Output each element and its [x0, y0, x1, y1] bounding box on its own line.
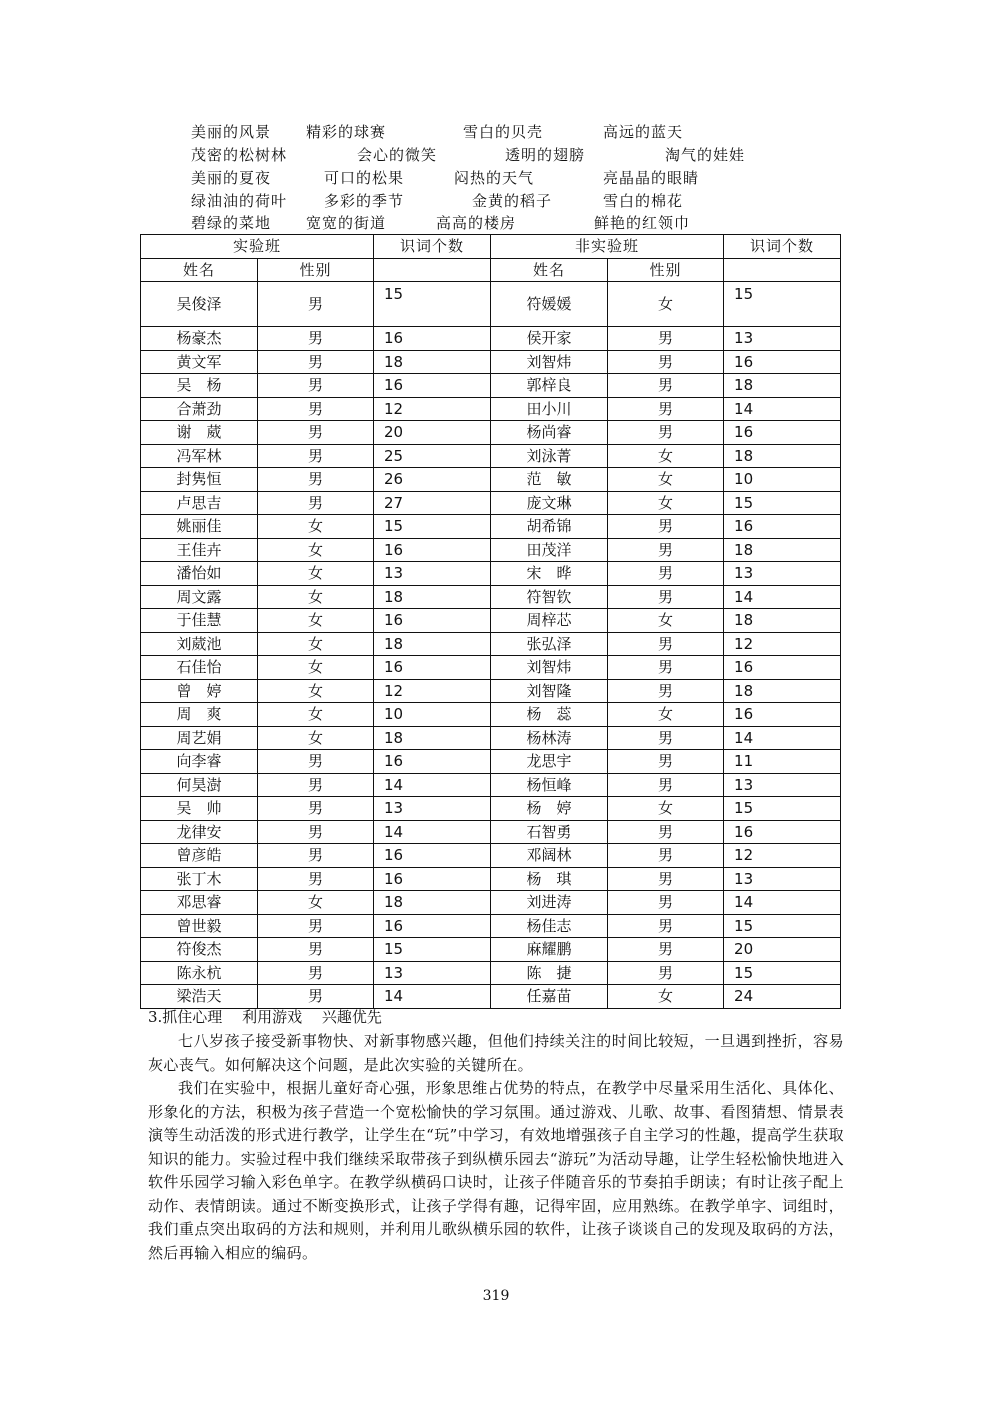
experimental-name-cell: 符俊杰 — [141, 938, 258, 962]
experimental-count-cell: 26 — [374, 468, 491, 492]
experimental-gender-cell: 男 — [258, 374, 374, 398]
control-count-cell: 14 — [724, 585, 841, 609]
control-gender-cell: 男 — [608, 891, 724, 915]
experimental-count-cell: 16 — [374, 538, 491, 562]
control-count-cell: 12 — [724, 632, 841, 656]
experimental-gender-cell: 男 — [258, 327, 374, 351]
experimental-count-cell: 13 — [374, 562, 491, 586]
experimental-name-cell: 石佳怡 — [141, 656, 258, 680]
control-gender-cell: 男 — [608, 961, 724, 985]
group-header-row — [141, 235, 841, 259]
experimental-count-cell: 18 — [374, 891, 491, 915]
phrase: 亮晶晶的眼睛 — [603, 169, 700, 187]
table-row — [141, 444, 841, 468]
table-row — [141, 562, 841, 586]
control-gender-cell: 男 — [608, 538, 724, 562]
experimental-class-header: 实验班 — [141, 235, 374, 259]
table-row — [141, 656, 841, 680]
experimental-name-cell: 吴俊泽 — [141, 282, 258, 327]
phrase: 鲜艳的红领巾 — [594, 214, 691, 232]
table-row — [141, 726, 841, 750]
experimental-gender-cell: 男 — [258, 820, 374, 844]
control-name-cell: 石智勇 — [491, 820, 608, 844]
phrase: 会心的微笑 — [357, 146, 438, 164]
control-count-cell: 14 — [724, 726, 841, 750]
table-row — [141, 491, 841, 515]
table-row — [141, 773, 841, 797]
experimental-name-cell: 刘葳池 — [141, 632, 258, 656]
experimental-count-cell: 16 — [374, 750, 491, 774]
control-gender-cell: 男 — [608, 397, 724, 421]
experimental-gender-cell: 男 — [258, 397, 374, 421]
experimental-gender-cell: 女 — [258, 585, 374, 609]
experimental-count-cell: 10 — [374, 703, 491, 727]
experimental-gender-cell: 男 — [258, 914, 374, 938]
experimental-name-cell: 吴 帅 — [141, 797, 258, 821]
phrase: 绿油油的荷叶 — [191, 192, 288, 210]
table-row — [141, 703, 841, 727]
experimental-name-cell: 王佳卉 — [141, 538, 258, 562]
control-count-cell: 16 — [724, 515, 841, 539]
control-name-cell: 符媛媛 — [491, 282, 608, 327]
experimental-gender-cell: 女 — [258, 632, 374, 656]
table-row — [141, 891, 841, 915]
experimental-name-cell: 谢 葳 — [141, 421, 258, 445]
experimental-count-cell: 16 — [374, 914, 491, 938]
control-gender-cell: 男 — [608, 632, 724, 656]
control-gender-cell: 女 — [608, 468, 724, 492]
experimental-name-cell: 封隽恒 — [141, 468, 258, 492]
phrase: 美丽的夏夜 — [191, 169, 272, 187]
control-class-header: 非实验班 — [491, 235, 724, 259]
experimental-name-cell: 黄文军 — [141, 350, 258, 374]
control-count-cell: 16 — [724, 656, 841, 680]
name-header: 姓名 — [141, 258, 258, 282]
experimental-gender-cell: 男 — [258, 468, 374, 492]
paragraph-2: 我们在实验中，根据儿童好奇心强，形象思维占优势的特点，在教学中尽量采用生活化、具体化、形象化的方法，积极为孩子营造一个宽松愉快的学习氛围。通过游戏、儿歌、故事、看图猜想、情景表演等生动活泼的形式进行教学，让学生在“玩”中学习，有效地增强孩子自主学习的性趣，提高学生获取知识的能力。实验过程中我们继续采取带孩子到纵横乐园去“游玩”为活动导趣，让学生轻松愉快地进入软件乐园学习输入彩色单字。在教学纵横码口诀时，让孩子伴随音乐的节奏拍手朗读；有时让孩子配上动作、表情朗读。通过不断变换形式，让孩子学得有趣，记得牢固，应用熟练。在教学单字、词组时，我们重点突出取码的方法和规则，并利用儿歌纵横乐园的软件，让孩子谈谈自己的发现及取码的方法，然后再输入相应的编码。 — [148, 1079, 844, 1262]
control-gender-cell: 男 — [608, 421, 724, 445]
experimental-count-cell: 27 — [374, 491, 491, 515]
control-count-cell: 13 — [724, 773, 841, 797]
control-count-cell: 15 — [724, 491, 841, 515]
control-count-cell: 13 — [724, 327, 841, 351]
control-name-cell: 杨 婷 — [491, 797, 608, 821]
experimental-gender-cell: 男 — [258, 282, 374, 327]
experimental-count-cell: 14 — [374, 773, 491, 797]
experimental-gender-cell: 女 — [258, 656, 374, 680]
experimental-count-cell: 12 — [374, 397, 491, 421]
control-gender-cell: 男 — [608, 844, 724, 868]
control-count-cell: 11 — [724, 750, 841, 774]
control-name-cell: 庞文琳 — [491, 491, 608, 515]
phrase: 透明的翅膀 — [505, 146, 586, 164]
control-count-cell: 15 — [724, 282, 841, 327]
paragraph-1: 七八岁孩子接受新事物快、对新事物感兴趣，但他们持续关注的时间比较短，一旦遇到挫折，容易灰心丧气。如何解决这个问题，是此次实验的关键所在。 — [148, 1032, 844, 1074]
control-count-cell: 14 — [724, 891, 841, 915]
experimental-gender-cell: 女 — [258, 679, 374, 703]
control-name-cell: 周梓芯 — [491, 609, 608, 633]
table-row — [141, 914, 841, 938]
phrase: 雪白的贝壳 — [463, 123, 544, 141]
experimental-count-cell: 13 — [374, 961, 491, 985]
control-gender-cell: 女 — [608, 797, 724, 821]
phrase: 精彩的球赛 — [306, 123, 387, 141]
blank-header — [724, 258, 841, 282]
phrase: 闷热的天气 — [454, 169, 535, 187]
experimental-name-cell: 周文露 — [141, 585, 258, 609]
control-count-cell: 13 — [724, 867, 841, 891]
control-count-cell: 12 — [724, 844, 841, 868]
control-name-cell: 田茂洋 — [491, 538, 608, 562]
experimental-name-cell: 曾 婷 — [141, 679, 258, 703]
experimental-count-cell: 20 — [374, 421, 491, 445]
table-row — [141, 938, 841, 962]
experimental-name-cell: 向李睿 — [141, 750, 258, 774]
control-count-cell: 14 — [724, 397, 841, 421]
phrase: 茂密的松树林 — [191, 146, 288, 164]
experimental-count-cell: 12 — [374, 679, 491, 703]
control-name-cell: 宋 晔 — [491, 562, 608, 586]
experimental-name-cell: 陈永杭 — [141, 961, 258, 985]
experimental-gender-cell: 女 — [258, 538, 374, 562]
control-count-cell: 13 — [724, 562, 841, 586]
control-gender-cell: 男 — [608, 656, 724, 680]
control-gender-cell: 男 — [608, 867, 724, 891]
control-gender-cell: 男 — [608, 820, 724, 844]
control-name-cell: 麻耀鹏 — [491, 938, 608, 962]
experimental-gender-cell: 男 — [258, 961, 374, 985]
table-row — [141, 679, 841, 703]
control-gender-cell: 男 — [608, 773, 724, 797]
experimental-gender-cell: 男 — [258, 844, 374, 868]
control-gender-cell: 女 — [608, 703, 724, 727]
experimental-gender-cell: 男 — [258, 750, 374, 774]
control-gender-cell: 男 — [608, 374, 724, 398]
control-name-cell: 刘进涛 — [491, 891, 608, 915]
table-row — [141, 327, 841, 351]
experimental-gender-cell: 女 — [258, 562, 374, 586]
control-count-cell: 20 — [724, 938, 841, 962]
experimental-gender-cell: 男 — [258, 938, 374, 962]
table-row — [141, 585, 841, 609]
experimental-count-cell: 16 — [374, 374, 491, 398]
experimental-count-cell: 15 — [374, 515, 491, 539]
word-count-table — [140, 234, 841, 1009]
experimental-name-cell: 周 爽 — [141, 703, 258, 727]
control-count-cell: 15 — [724, 797, 841, 821]
table-row — [141, 961, 841, 985]
control-count-cell: 16 — [724, 820, 841, 844]
control-count-cell: 16 — [724, 703, 841, 727]
word-count-header: 识词个数 — [724, 235, 841, 259]
page-number: 319 — [482, 1288, 510, 1304]
experimental-count-cell: 16 — [374, 656, 491, 680]
control-name-cell: 侯开家 — [491, 327, 608, 351]
blank-header — [374, 258, 491, 282]
experimental-gender-cell: 男 — [258, 350, 374, 374]
control-gender-cell: 男 — [608, 350, 724, 374]
experimental-gender-cell: 男 — [258, 797, 374, 821]
experimental-count-cell: 14 — [374, 985, 491, 1009]
control-name-cell: 杨 蕊 — [491, 703, 608, 727]
section-heading: 3.抓住心理 利用游戏 兴趣优先 — [148, 1008, 382, 1026]
experimental-name-cell: 合萧劲 — [141, 397, 258, 421]
control-name-cell: 杨佳志 — [491, 914, 608, 938]
table-row — [141, 374, 841, 398]
phrase: 淘气的娃娃 — [665, 146, 746, 164]
control-gender-cell: 女 — [608, 985, 724, 1009]
control-name-cell: 杨林涛 — [491, 726, 608, 750]
control-name-cell: 田小川 — [491, 397, 608, 421]
word-count-header: 识词个数 — [374, 235, 491, 259]
control-gender-cell: 男 — [608, 938, 724, 962]
control-count-cell: 16 — [724, 421, 841, 445]
table-row — [141, 609, 841, 633]
experimental-count-cell: 14 — [374, 820, 491, 844]
table-row — [141, 468, 841, 492]
experimental-name-cell: 曾彦皓 — [141, 844, 258, 868]
phrase: 美丽的风景 — [191, 123, 272, 141]
experimental-count-cell: 15 — [374, 282, 491, 327]
experimental-count-cell: 25 — [374, 444, 491, 468]
phrase: 高高的楼房 — [436, 214, 517, 232]
control-gender-cell: 男 — [608, 327, 724, 351]
control-name-cell: 符智钦 — [491, 585, 608, 609]
table-row — [141, 282, 841, 327]
control-gender-cell: 女 — [608, 282, 724, 327]
experimental-count-cell: 13 — [374, 797, 491, 821]
gender-header: 性别 — [258, 258, 374, 282]
phrase: 高远的蓝天 — [603, 123, 684, 141]
control-count-cell: 15 — [724, 914, 841, 938]
experimental-gender-cell: 男 — [258, 985, 374, 1009]
experimental-name-cell: 龙律安 — [141, 820, 258, 844]
experimental-name-cell: 吴 杨 — [141, 374, 258, 398]
control-name-cell: 龙思宇 — [491, 750, 608, 774]
table-row — [141, 750, 841, 774]
experimental-count-cell: 18 — [374, 350, 491, 374]
experimental-count-cell: 16 — [374, 609, 491, 633]
experimental-count-cell: 18 — [374, 632, 491, 656]
experimental-name-cell: 姚丽佳 — [141, 515, 258, 539]
table-row — [141, 538, 841, 562]
table-row — [141, 844, 841, 868]
experimental-gender-cell: 男 — [258, 491, 374, 515]
experimental-gender-cell: 女 — [258, 703, 374, 727]
experimental-name-cell: 邓思睿 — [141, 891, 258, 915]
table-row — [141, 350, 841, 374]
experimental-name-cell: 卢思吉 — [141, 491, 258, 515]
control-count-cell: 16 — [724, 350, 841, 374]
control-gender-cell: 女 — [608, 491, 724, 515]
control-name-cell: 杨 琪 — [491, 867, 608, 891]
control-count-cell: 15 — [724, 961, 841, 985]
control-count-cell: 18 — [724, 444, 841, 468]
control-gender-cell: 男 — [608, 562, 724, 586]
phrase: 金黄的稻子 — [472, 192, 553, 210]
experimental-count-cell: 16 — [374, 327, 491, 351]
experimental-name-cell: 何昊澍 — [141, 773, 258, 797]
control-name-cell: 刘智炜 — [491, 350, 608, 374]
experimental-gender-cell: 男 — [258, 421, 374, 445]
control-name-cell: 张弘泽 — [491, 632, 608, 656]
control-gender-cell: 女 — [608, 444, 724, 468]
control-count-cell: 18 — [724, 679, 841, 703]
experimental-name-cell: 冯军林 — [141, 444, 258, 468]
experimental-gender-cell: 男 — [258, 773, 374, 797]
experimental-name-cell: 张丁木 — [141, 867, 258, 891]
control-name-cell: 杨尚睿 — [491, 421, 608, 445]
experimental-name-cell: 于佳慧 — [141, 609, 258, 633]
control-name-cell: 胡希锦 — [491, 515, 608, 539]
table-row — [141, 797, 841, 821]
table-row — [141, 867, 841, 891]
experimental-gender-cell: 男 — [258, 444, 374, 468]
control-name-cell: 范 敏 — [491, 468, 608, 492]
phrase: 可口的松果 — [324, 169, 405, 187]
control-name-cell: 郭梓良 — [491, 374, 608, 398]
table-row — [141, 820, 841, 844]
phrase: 宽宽的街道 — [306, 214, 387, 232]
control-gender-cell: 男 — [608, 585, 724, 609]
control-gender-cell: 男 — [608, 679, 724, 703]
experimental-gender-cell: 女 — [258, 609, 374, 633]
phrase: 多彩的季节 — [324, 192, 405, 210]
name-header: 姓名 — [491, 258, 608, 282]
table-row — [141, 397, 841, 421]
phrase: 碧绿的菜地 — [191, 214, 272, 232]
experimental-name-cell: 梁浩天 — [141, 985, 258, 1009]
control-gender-cell: 男 — [608, 914, 724, 938]
experimental-gender-cell: 女 — [258, 515, 374, 539]
control-name-cell: 陈 捷 — [491, 961, 608, 985]
control-count-cell: 18 — [724, 374, 841, 398]
experimental-count-cell: 16 — [374, 844, 491, 868]
control-gender-cell: 男 — [608, 726, 724, 750]
gender-header: 性别 — [608, 258, 724, 282]
experimental-name-cell: 周艺娟 — [141, 726, 258, 750]
control-gender-cell: 男 — [608, 750, 724, 774]
control-name-cell: 杨恒峰 — [491, 773, 608, 797]
experimental-count-cell: 15 — [374, 938, 491, 962]
control-count-cell: 18 — [724, 538, 841, 562]
experimental-count-cell: 18 — [374, 585, 491, 609]
control-gender-cell: 女 — [608, 609, 724, 633]
control-name-cell: 刘智隆 — [491, 679, 608, 703]
table-row — [141, 985, 841, 1009]
experimental-name-cell: 杨豪杰 — [141, 327, 258, 351]
control-count-cell: 10 — [724, 468, 841, 492]
experimental-name-cell: 潘怡如 — [141, 562, 258, 586]
sub-header-row — [141, 258, 841, 282]
experimental-gender-cell: 女 — [258, 726, 374, 750]
table-row — [141, 421, 841, 445]
experimental-count-cell: 16 — [374, 867, 491, 891]
experimental-name-cell: 曾世毅 — [141, 914, 258, 938]
control-name-cell: 任嘉苗 — [491, 985, 608, 1009]
control-name-cell: 邓阔林 — [491, 844, 608, 868]
experimental-count-cell: 18 — [374, 726, 491, 750]
table-row — [141, 632, 841, 656]
control-name-cell: 刘智炜 — [491, 656, 608, 680]
control-count-cell: 18 — [724, 609, 841, 633]
experimental-gender-cell: 男 — [258, 867, 374, 891]
experimental-gender-cell: 女 — [258, 891, 374, 915]
control-gender-cell: 男 — [608, 515, 724, 539]
phrase: 雪白的棉花 — [603, 192, 684, 210]
control-name-cell: 刘泳菁 — [491, 444, 608, 468]
control-count-cell: 24 — [724, 985, 841, 1009]
table-row — [141, 515, 841, 539]
